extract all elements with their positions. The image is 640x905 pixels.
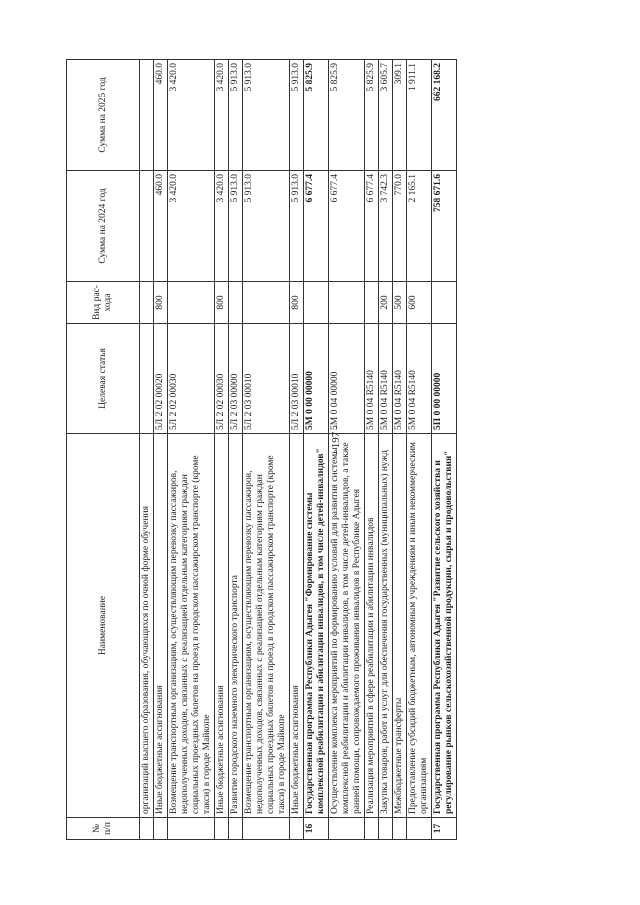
row-sum-2025: 5 913.0 — [243, 60, 290, 171]
row-sum-2024: 3 420.0 — [215, 171, 229, 282]
row-num: 17 — [432, 818, 457, 840]
row-sum-2025: 662 168.2 — [432, 60, 457, 171]
row-sum-2025: 5 825.9 — [329, 60, 365, 171]
header-sum-2024: Сумма на 2024 год — [67, 171, 140, 282]
row-num: 16 — [304, 818, 329, 840]
header-name: Наименование — [67, 434, 140, 818]
row-sum-2024: 6 677.4 — [365, 171, 379, 282]
row-sum-2024: 758 671.6 — [432, 171, 457, 282]
row-name: Закупка товаров, работ и услуг для обеспечения государственных (муниципальных) нужд — [379, 434, 393, 818]
table-row — [393, 60, 407, 840]
row-num — [329, 818, 365, 840]
row-num — [229, 818, 243, 840]
row-type: 200 — [379, 282, 393, 324]
row-article: 5М 0 04 00000 — [329, 324, 365, 434]
row-article: 5Л 2 03 00010 — [290, 324, 304, 434]
row-sum-2025: 3 605.7 — [379, 60, 393, 171]
row-name: Государственная программа Республики Адыгея "Развитие сельского хозяйства и регулирование рынков сельскохозяйственной продукции, сырья и продовольствия" — [432, 434, 457, 818]
row-num — [365, 818, 379, 840]
row-type: 800 — [215, 282, 229, 324]
table-row — [432, 60, 457, 840]
row-sum-2025: 3 420.0 — [215, 60, 229, 171]
row-sum-2024: 5 913.0 — [229, 171, 243, 282]
row-type — [432, 282, 457, 324]
row-name: Межбюджетные трансферты — [393, 434, 407, 818]
row-type — [229, 282, 243, 324]
table-row — [154, 60, 168, 840]
table-row — [329, 60, 365, 840]
header-type: Вид рас-хода — [67, 282, 140, 324]
row-num — [290, 818, 304, 840]
row-sum-2024: 2 165.1 — [407, 171, 432, 282]
row-type — [329, 282, 365, 324]
row-sum-2024: 6 677.4 — [329, 171, 365, 282]
row-type: 600 — [407, 282, 432, 324]
row-sum-2025: 3 420.0 — [168, 60, 215, 171]
row-sum-2024: 460.0 — [154, 171, 168, 282]
row-name: Иные бюджетные ассигнования — [215, 434, 229, 818]
row-article: 5Л 2 02 00030 — [168, 324, 215, 434]
row-article: 5Л 2 03 00000 — [229, 324, 243, 434]
row-type — [168, 282, 215, 324]
row-num — [243, 818, 290, 840]
row-num — [215, 818, 229, 840]
table-row — [304, 60, 329, 840]
row-name: Иные бюджетные ассигнования — [290, 434, 304, 818]
row-sum-2025: 5 825.9 — [365, 60, 379, 171]
row-article: 5П 0 00 00000 — [432, 324, 457, 434]
row-name: Государственная программа Республики Адыгея "Формирование системы комплексной реабилитации и абилитации инвалидов, в том числе детей-инвалидов" — [304, 434, 329, 818]
row-name: организаций высшего образования, обучающихся по очной форме обучения — [140, 434, 154, 818]
row-article: 5Л 2 02 00030 — [215, 324, 229, 434]
row-name: Развитие городского наземного электрического транспорта — [229, 434, 243, 818]
row-sum-2025: 309.1 — [393, 60, 407, 171]
row-sum-2024: 3 742.3 — [379, 171, 393, 282]
row-name: Реализация мероприятий в сфере реабилитации и абилитации инвалидов — [365, 434, 379, 818]
row-article: 5М 0 04 R5140 — [407, 324, 432, 434]
table-row — [229, 60, 243, 840]
row-article: 5М 0 00 00000 — [304, 324, 329, 434]
row-type: 800 — [154, 282, 168, 324]
budget-table — [66, 59, 457, 840]
table-row — [140, 60, 154, 840]
row-type: 500 — [393, 282, 407, 324]
row-name: Возмещение транспортным организациям, осуществляющим перевозку пассажиров, недополученных доходов, связанных с реализацией отдельным категориям граждан социальных проездных билетов на проезд в городском пассажирском транспорте (кроме такси) в городе Майкопе — [168, 434, 215, 818]
row-sum-2025: 5 913.0 — [229, 60, 243, 171]
row-name: Предоставление субсидий бюджетным, автономным учреждениям и иным некоммерческим организациям — [407, 434, 432, 818]
row-type — [365, 282, 379, 324]
table-row — [365, 60, 379, 840]
row-num — [168, 818, 215, 840]
row-num — [407, 818, 432, 840]
row-name: Возмещение транспортным организациям, осуществляющим перевозку пассажиров, недополученных доходов, связанных с реализацией отдельным категориям граждан социальных проездных билетов на проезд в городском пассажирском транспорте (кроме такси) в городе Майкопе — [243, 434, 290, 818]
row-num — [140, 818, 154, 840]
table-header-row — [67, 60, 140, 840]
row-sum-2025: 5 825.9 — [304, 60, 329, 171]
row-sum-2024: 5 913.0 — [290, 171, 304, 282]
row-article: 5Л 2 03 00010 — [243, 324, 290, 434]
row-sum-2025: 1 911.1 — [407, 60, 432, 171]
table-row — [290, 60, 304, 840]
row-sum-2024: 770.0 — [393, 171, 407, 282]
row-name: Осуществление комплекса мероприятий по формированию условий для развития системы комплексной реабилитации и абилитации инвалидов, в том числе детей-инвалидов, а также ранней помощи, сопровождаемого проживания инвалидов в Республике Адыгея — [329, 434, 365, 818]
row-article — [140, 324, 154, 434]
row-sum-2025 — [140, 60, 154, 171]
table-row — [407, 60, 432, 840]
budget-table-rotated — [66, 60, 558, 840]
page-number: - 197 - — [330, 425, 342, 455]
row-type: 800 — [290, 282, 304, 324]
row-article: 5М 0 04 R5140 — [379, 324, 393, 434]
row-name: Иные бюджетные ассигнования — [154, 434, 168, 818]
header-num: № п/п — [67, 818, 140, 840]
row-article: 5М 0 04 R5140 — [393, 324, 407, 434]
row-sum-2024: 6 677.4 — [304, 171, 329, 282]
row-article: 5М 0 04 R5140 — [365, 324, 379, 434]
row-type — [304, 282, 329, 324]
table-row — [379, 60, 393, 840]
row-sum-2025: 460.0 — [154, 60, 168, 171]
table-row — [243, 60, 290, 840]
row-sum-2024: 3 420.0 — [168, 171, 215, 282]
row-num — [393, 818, 407, 840]
row-type — [140, 282, 154, 324]
row-num — [154, 818, 168, 840]
row-num — [379, 818, 393, 840]
table-row — [168, 60, 215, 840]
row-sum-2024: 5 913.0 — [243, 171, 290, 282]
header-sum-2025: Сумма на 2025 год — [67, 60, 140, 171]
table-row — [215, 60, 229, 840]
row-type — [243, 282, 290, 324]
row-sum-2025: 5 913.0 — [290, 60, 304, 171]
row-article: 5Л 2 02 00020 — [154, 324, 168, 434]
row-sum-2024 — [140, 171, 154, 282]
header-article: Целевая статья — [67, 324, 140, 434]
